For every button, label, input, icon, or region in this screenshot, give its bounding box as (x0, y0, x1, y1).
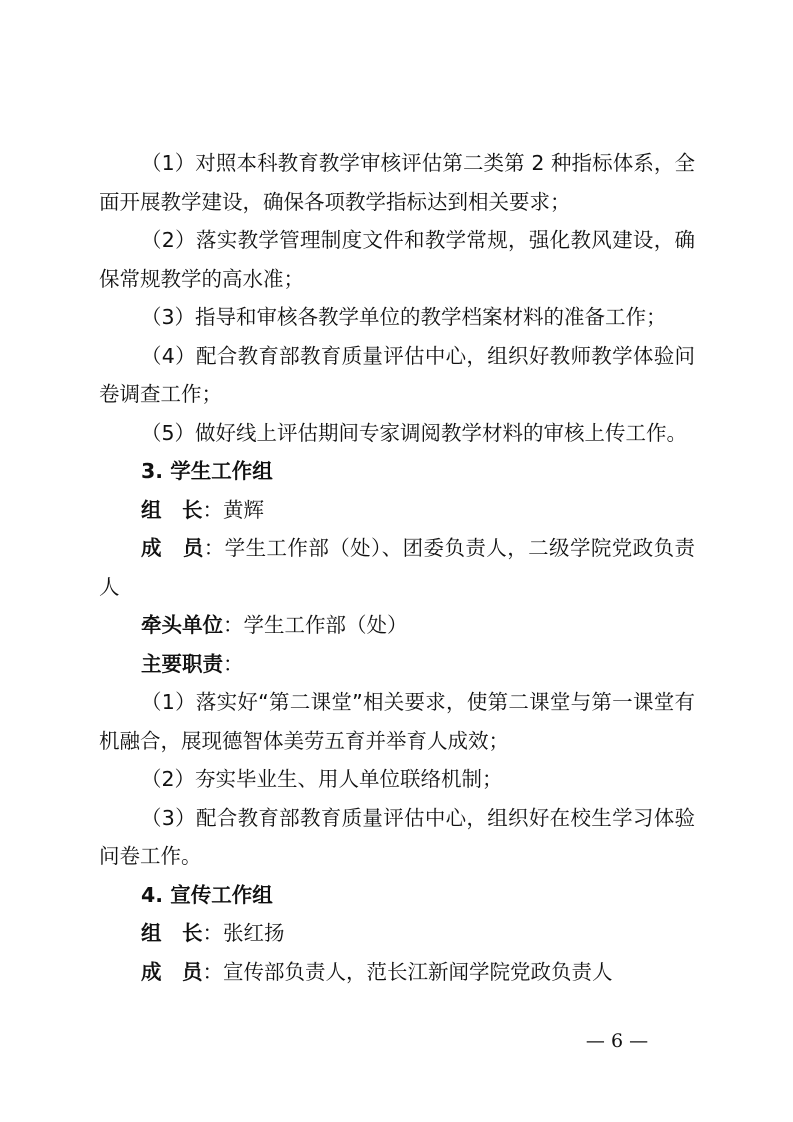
group-members-line (99, 529, 695, 606)
duties-colon: ： (223, 651, 244, 676)
duty-item: （3）指导和审核各教学单位的教学档案材料的准备工作； (141, 305, 667, 329)
leader-value: ：张红扬 (202, 921, 285, 945)
leader-value: ：黄辉 (202, 497, 264, 522)
lead-unit-label: 牵头单位 (141, 613, 223, 637)
group-leader-line (99, 491, 695, 530)
duty-item: （1）落实好“第二课堂”相关要求，使第二课堂与第一课堂有机融合，展现德智体美劳五育并举育人成效； (99, 690, 695, 753)
duty-item: （3）配合教育部教育质量评估中心，组织好在校生学习体验问卷工作。 (99, 805, 695, 868)
lead-unit-line (99, 606, 695, 645)
members-label: 成 员 (141, 536, 204, 560)
duty-item: （4）配合教育部教育质量评估中心，组织好教师教学体验问卷调查工作； (99, 343, 695, 406)
duties-line (99, 645, 695, 684)
document-body (99, 144, 695, 991)
leader-label: 组 长 (141, 497, 203, 522)
members-value: ：学生工作部（处）、团委负责人，二级学院党政负责人 (99, 536, 696, 599)
duty-item: （1）对照本科教育教学审核评估第二类第 2 种指标体系，全面开展教学建设，确保各项教学指标达到相关要求； (99, 151, 695, 214)
leader-label: 组 长 (141, 921, 203, 945)
group-members-line (99, 953, 695, 992)
group-leader-line (99, 914, 695, 953)
lead-unit-value: ：学生工作部（处） (223, 613, 408, 637)
page-number: — 6 — (585, 1030, 649, 1052)
duty-item: （2）落实教学管理制度文件和教学常规，强化教风建设，确保常规教学的高水准； (99, 228, 695, 291)
duty-item: （2）夯实毕业生、用人单位联络机制； (141, 767, 503, 791)
duties-label: 主要职责 (141, 651, 223, 676)
section-heading: 4. 宣传工作组 (141, 882, 273, 907)
section-heading: 3. 学生工作组 (141, 459, 273, 483)
members-value: ：宣传部负责人，范长江新闻学院党政负责人 (202, 959, 613, 984)
members-label: 成 员 (141, 959, 203, 984)
duty-item: （5）做好线上评估期间专家调阅教学材料的审核上传工作。 (141, 420, 688, 445)
